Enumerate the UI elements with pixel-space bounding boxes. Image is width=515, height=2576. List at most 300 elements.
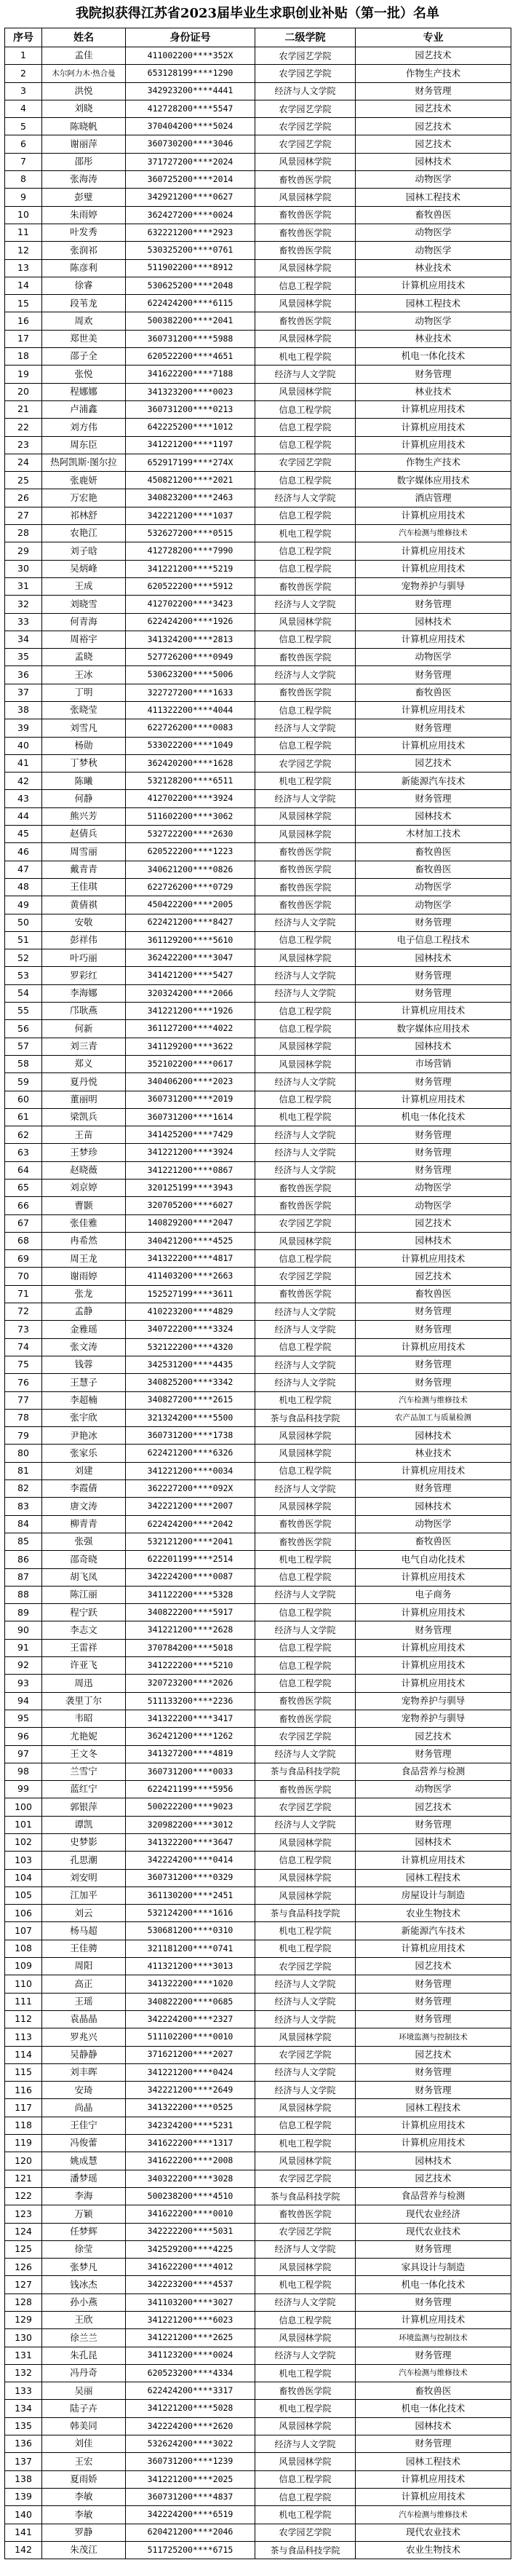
- cell-major: 计算机应用技术: [356, 419, 511, 436]
- cell-major: 畜牧兽医: [356, 206, 511, 224]
- cell-college: 风景园林学院: [255, 1427, 356, 1445]
- cell-id-number: 622201199****2514: [126, 1551, 255, 1568]
- cell-index: 10: [5, 206, 42, 224]
- cell-id-number: 352102200****0617: [126, 1055, 255, 1072]
- cell-id-number: 411002200****352X: [126, 47, 255, 65]
- cell-name: 丁梦秋: [42, 754, 126, 772]
- cell-name: 吴炳峰: [42, 560, 126, 577]
- recipient-table: [4, 28, 511, 2559]
- cell-name: 吴静静: [42, 2046, 126, 2063]
- cell-index: 85: [5, 1533, 42, 1550]
- table-row: [5, 1020, 511, 1038]
- cell-index: 132: [5, 2364, 42, 2382]
- cell-name: 任梦辉: [42, 2223, 126, 2240]
- table-row: [5, 2541, 511, 2559]
- cell-major: 计算机应用技术: [356, 1940, 511, 1957]
- cell-college: 机电工程学院: [255, 2135, 356, 2152]
- cell-index: 54: [5, 984, 42, 1002]
- cell-index: 77: [5, 1391, 42, 1409]
- cell-college: 风景园林学院: [255, 2329, 356, 2347]
- table-row: [5, 259, 511, 277]
- cell-index: 133: [5, 2382, 42, 2400]
- cell-name: 周迅: [42, 1675, 126, 1692]
- table-row: [5, 649, 511, 666]
- cell-index: 30: [5, 560, 42, 577]
- cell-index: 25: [5, 472, 42, 489]
- cell-college: 机电工程学院: [255, 2400, 356, 2417]
- cell-index: 71: [5, 1285, 42, 1303]
- cell-college: 信息工程学院: [255, 1338, 356, 1356]
- cell-major: 计算机应用技术: [356, 1462, 511, 1479]
- cell-college: 茶与食品科技学院: [255, 2541, 356, 2559]
- cell-id-number: 530325200****0761: [126, 242, 255, 259]
- cell-id-number: 412702200****3924: [126, 790, 255, 807]
- table-row: [5, 2506, 511, 2524]
- cell-id-number: 360731200****0033: [126, 1763, 255, 1780]
- cell-index: 55: [5, 1003, 42, 1020]
- cell-index: 130: [5, 2329, 42, 2347]
- table-row: [5, 1515, 511, 1533]
- cell-name: 李超楠: [42, 1391, 126, 1409]
- cell-major: 财务管理: [356, 1975, 511, 1993]
- cell-major: 财务管理: [356, 2347, 511, 2364]
- table-row: [5, 701, 511, 719]
- cell-college: 信息工程学院: [255, 1020, 356, 1038]
- cell-college: 信息工程学院: [255, 1639, 356, 1656]
- cell-college: 畜牧兽医学院: [255, 2205, 356, 2223]
- cell-name: 丁明: [42, 684, 126, 701]
- table-row: [5, 949, 511, 967]
- cell-index: 52: [5, 949, 42, 967]
- cell-name: 李敏: [42, 2506, 126, 2524]
- cell-college: 风景园林学院: [255, 259, 356, 277]
- cell-id-number: 140829200****2047: [126, 1214, 255, 1232]
- cell-id-number: 320324200****2066: [126, 984, 255, 1002]
- cell-major: 财务管理: [356, 2010, 511, 2028]
- cell-major: 财务管理: [356, 2293, 511, 2311]
- cell-college: 经济与人文学院: [255, 489, 356, 507]
- cell-major: 计算机应用技术: [356, 277, 511, 294]
- table-row: [5, 2135, 511, 2152]
- cell-name: 安琦: [42, 2082, 126, 2099]
- table-row: [5, 2524, 511, 2541]
- cell-college: 风景园林学院: [255, 1055, 356, 1072]
- cell-index: 1: [5, 47, 42, 65]
- table-row: [5, 2329, 511, 2347]
- cell-major: 机电一体化技术: [356, 1108, 511, 1126]
- table-row: [5, 1763, 511, 1780]
- table-row: [5, 1551, 511, 1568]
- cell-major: 财务管理: [356, 1161, 511, 1179]
- cell-index: 96: [5, 1728, 42, 1745]
- header-major: 专业: [356, 28, 511, 47]
- cell-college: 风景园林学院: [255, 1445, 356, 1462]
- cell-name: 黄倩祺: [42, 896, 126, 914]
- cell-index: 139: [5, 2488, 42, 2505]
- cell-name: 王瑶: [42, 1993, 126, 2010]
- cell-id-number: 360725200****2014: [126, 171, 255, 189]
- cell-major: 市场营销: [356, 1055, 511, 1072]
- cell-name: 孙小燕: [42, 2293, 126, 2311]
- cell-name: 邵彤: [42, 153, 126, 170]
- cell-major: 动物医学: [356, 312, 511, 330]
- cell-college: 畜牧兽医学院: [255, 577, 356, 595]
- document-title: 我院拟获得江苏省2023届毕业生求职创业补贴（第一批）名单: [75, 6, 440, 21]
- cell-id-number: 622421199****5956: [126, 1781, 255, 1798]
- cell-index: 38: [5, 701, 42, 719]
- cell-index: 12: [5, 242, 42, 259]
- table-row: [5, 47, 511, 65]
- cell-index: 16: [5, 312, 42, 330]
- cell-name: 胡飞凤: [42, 1568, 126, 1586]
- cell-major: 财务管理: [356, 666, 511, 684]
- cell-major: 计算机应用技术: [356, 1568, 511, 1586]
- table-row: [5, 878, 511, 896]
- table-row: [5, 2187, 511, 2205]
- cell-id-number: 622424200****6115: [126, 295, 255, 312]
- table-row: [5, 1568, 511, 1586]
- cell-major: 财务管理: [356, 1621, 511, 1639]
- cell-name: 冯丹奇: [42, 2364, 126, 2382]
- cell-college: 信息工程学院: [255, 419, 356, 436]
- cell-id-number: 342529200****4225: [126, 2240, 255, 2258]
- cell-name: 张家乐: [42, 1445, 126, 1462]
- table-row: [5, 826, 511, 843]
- cell-major: 家具设计与制造: [356, 2259, 511, 2276]
- cell-id-number: 341322200****0525: [126, 2099, 255, 2117]
- cell-college: 信息工程学院: [255, 2488, 356, 2505]
- cell-index: 99: [5, 1781, 42, 1798]
- cell-college: 信息工程学院: [255, 1250, 356, 1268]
- cell-index: 8: [5, 171, 42, 189]
- cell-name: 周东臣: [42, 436, 126, 454]
- cell-college: 农学园艺学院: [255, 2046, 356, 2063]
- cell-id-number: 500382200****2041: [126, 312, 255, 330]
- table-row: [5, 1533, 511, 1550]
- cell-index: 73: [5, 1321, 42, 1338]
- table-row: [5, 312, 511, 330]
- cell-name: 尚晶: [42, 2099, 126, 2117]
- cell-index: 119: [5, 2135, 42, 2152]
- table-row: [5, 1781, 511, 1798]
- cell-name: 史梦影: [42, 1833, 126, 1851]
- cell-major: 园林技术: [356, 1232, 511, 1249]
- cell-index: 57: [5, 1038, 42, 1055]
- cell-college: 信息工程学院: [255, 472, 356, 489]
- cell-index: 56: [5, 1020, 42, 1038]
- cell-name: 金雅瑶: [42, 1321, 126, 1338]
- header-college: 二级学院: [255, 28, 356, 47]
- cell-name: 徐莹: [42, 2240, 126, 2258]
- cell-college: 畜牧兽医学院: [255, 1197, 356, 1214]
- cell-name: 王成: [42, 577, 126, 595]
- cell-college: 信息工程学院: [255, 701, 356, 719]
- cell-name: 郑义: [42, 1055, 126, 1072]
- cell-id-number: 412728200****5547: [126, 100, 255, 117]
- cell-id-number: 653128199****1290: [126, 65, 255, 82]
- cell-college: 信息工程学院: [255, 560, 356, 577]
- cell-college: 风景园林学院: [255, 826, 356, 843]
- cell-college: 信息工程学院: [255, 2117, 356, 2134]
- cell-college: 风景园林学院: [255, 807, 356, 825]
- table-row: [5, 560, 511, 577]
- table-row: [5, 135, 511, 153]
- cell-name: 尤艳妮: [42, 1728, 126, 1745]
- cell-id-number: 362227200****092X: [126, 1480, 255, 1498]
- cell-index: 80: [5, 1445, 42, 1462]
- cell-college: 风景园林学院: [255, 2028, 356, 2046]
- cell-name: 王佳琪: [42, 878, 126, 896]
- table-row: [5, 773, 511, 790]
- cell-name: 安敬: [42, 914, 126, 931]
- cell-index: 31: [5, 577, 42, 595]
- cell-name: 尹艳冰: [42, 1427, 126, 1445]
- header-index: 序号: [5, 28, 42, 47]
- cell-id-number: 527726200****0949: [126, 649, 255, 666]
- table-row: [5, 596, 511, 613]
- table-row: [5, 542, 511, 560]
- cell-major: 计算机应用技术: [356, 2117, 511, 2134]
- table-row: [5, 2364, 511, 2382]
- cell-id-number: 360731200****1239: [126, 2453, 255, 2470]
- table-row: [5, 1922, 511, 1940]
- cell-name: 何青海: [42, 613, 126, 631]
- table-row: [5, 348, 511, 366]
- cell-name: 王佳骋: [42, 1940, 126, 1957]
- cell-college: 农学园艺学院: [255, 1214, 356, 1232]
- cell-index: 76: [5, 1374, 42, 1391]
- cell-id-number: 362421200****1262: [126, 1728, 255, 1745]
- table-row: [5, 2488, 511, 2505]
- cell-id-number: 341322200****3647: [126, 1833, 255, 1851]
- table-row: [5, 82, 511, 100]
- cell-college: 畜牧兽医学院: [255, 843, 356, 861]
- cell-college: 风景园林学院: [255, 1498, 356, 1515]
- cell-major: 计算机应用技术: [356, 1657, 511, 1675]
- cell-name: 周王龙: [42, 1250, 126, 1268]
- cell-index: 90: [5, 1621, 42, 1639]
- cell-id-number: 340322200****3028: [126, 2170, 255, 2187]
- table-row: [5, 684, 511, 701]
- cell-major: 财务管理: [356, 1303, 511, 1321]
- cell-name: 王慧子: [42, 1374, 126, 1391]
- cell-index: 18: [5, 348, 42, 366]
- cell-id-number: 362420200****1628: [126, 754, 255, 772]
- cell-college: 信息工程学院: [255, 400, 356, 418]
- cell-id-number: 341221200****2025: [126, 2470, 255, 2488]
- cell-college: 畜牧兽医学院: [255, 1710, 356, 1727]
- cell-name: 罗兆兴: [42, 2028, 126, 2046]
- cell-name: 邵奇晓: [42, 1551, 126, 1568]
- cell-college: 经济与人文学院: [255, 914, 356, 931]
- table-row: [5, 1621, 511, 1639]
- cell-name: 张鹿妍: [42, 472, 126, 489]
- cell-id-number: 342223200****4537: [126, 2276, 255, 2293]
- cell-index: 141: [5, 2524, 42, 2541]
- table-row: [5, 1391, 511, 1409]
- cell-id-number: 360731200****0213: [126, 400, 255, 418]
- cell-college: 农学园艺学院: [255, 1798, 356, 1816]
- cell-name: 张佳雅: [42, 1214, 126, 1232]
- cell-major: 畜牧兽医: [356, 1533, 511, 1550]
- table-row: [5, 1250, 511, 1268]
- cell-name: 陆子卉: [42, 2400, 126, 2417]
- cell-index: 35: [5, 649, 42, 666]
- cell-id-number: 511602200****3062: [126, 807, 255, 825]
- cell-major: 园林技术: [356, 1427, 511, 1445]
- cell-name: 周雪丽: [42, 843, 126, 861]
- cell-college: 风景园林学院: [255, 2417, 356, 2435]
- cell-index: 122: [5, 2187, 42, 2205]
- cell-index: 68: [5, 1232, 42, 1249]
- cell-index: 42: [5, 773, 42, 790]
- cell-major: 畜牧兽医: [356, 1285, 511, 1303]
- cell-index: 107: [5, 1922, 42, 1940]
- cell-major: 机电一体化技术: [356, 2400, 511, 2417]
- cell-name: 郭银萍: [42, 1798, 126, 1816]
- cell-major: 农业生物技术: [356, 1905, 511, 1922]
- cell-college: 农学园艺学院: [255, 65, 356, 82]
- cell-name: 张晓莹: [42, 701, 126, 719]
- cell-id-number: 342221200****2007: [126, 1498, 255, 1515]
- cell-id-number: 412728200****7990: [126, 542, 255, 560]
- cell-index: 69: [5, 1250, 42, 1268]
- cell-name: 韦昭: [42, 1710, 126, 1727]
- cell-id-number: 533022200****1049: [126, 737, 255, 754]
- cell-name: 李海: [42, 2187, 126, 2205]
- cell-id-number: 341103200****3027: [126, 2293, 255, 2311]
- cell-major: 财务管理: [356, 2240, 511, 2258]
- cell-college: 农学园艺学院: [255, 1268, 356, 1285]
- cell-name: 祁林舒: [42, 507, 126, 524]
- cell-index: 102: [5, 1833, 42, 1851]
- cell-college: 风景园林学院: [255, 2259, 356, 2276]
- cell-index: 13: [5, 259, 42, 277]
- cell-name: 张海涛: [42, 171, 126, 189]
- cell-name: 陈曦: [42, 773, 126, 790]
- table-row: [5, 1445, 511, 1462]
- cell-college: 农学园艺学院: [255, 2524, 356, 2541]
- cell-id-number: 340823200****2463: [126, 489, 255, 507]
- cell-id-number: 341324200****2813: [126, 631, 255, 648]
- cell-id-number: 450821200****2021: [126, 472, 255, 489]
- cell-index: 106: [5, 1905, 42, 1922]
- cell-college: 风景园林学院: [255, 2099, 356, 2117]
- cell-name: 刘方伟: [42, 419, 126, 436]
- table-row: [5, 189, 511, 206]
- cell-index: 58: [5, 1055, 42, 1072]
- cell-major: 财务管理: [356, 82, 511, 100]
- cell-id-number: 361130200****2451: [126, 1886, 255, 1904]
- cell-college: 茶与食品科技学院: [255, 2187, 356, 2205]
- table-row: [5, 2276, 511, 2293]
- table-row: [5, 2435, 511, 2453]
- cell-index: 131: [5, 2347, 42, 2364]
- cell-college: 信息工程学院: [255, 1852, 356, 1869]
- cell-major: 计算机应用技术: [356, 631, 511, 648]
- cell-name: 朱雨婷: [42, 206, 126, 224]
- cell-major: 财务管理: [356, 1480, 511, 1498]
- table-row: [5, 1091, 511, 1108]
- cell-major: 园艺技术: [356, 118, 511, 135]
- cell-id-number: 341122200****5328: [126, 1586, 255, 1603]
- cell-name: 曹颢: [42, 1197, 126, 1214]
- cell-id-number: 341221200****5028: [126, 2400, 255, 2417]
- cell-major: 现代农业技术: [356, 2223, 511, 2240]
- cell-name: 朱茂江: [42, 2541, 126, 2559]
- table-row: [5, 1940, 511, 1957]
- cell-major: 园艺技术: [356, 754, 511, 772]
- cell-major: 林业技术: [356, 259, 511, 277]
- cell-college: 风景园林学院: [255, 613, 356, 631]
- table-row: [5, 2010, 511, 2028]
- table-row: [5, 1161, 511, 1179]
- cell-college: 风景园林学院: [255, 153, 356, 170]
- cell-major: 园林工程技术: [356, 295, 511, 312]
- cell-id-number: 411322200****4044: [126, 701, 255, 719]
- cell-major: 汽车检测与维修技术: [356, 525, 511, 542]
- table-row: [5, 2347, 511, 2364]
- cell-major: 房屋设计与制造: [356, 1886, 511, 1904]
- cell-index: 118: [5, 2117, 42, 2134]
- cell-index: 50: [5, 914, 42, 931]
- cell-name: 郑世美: [42, 330, 126, 347]
- cell-id-number: 341221200****0034: [126, 1462, 255, 1479]
- cell-id-number: 340822200****5917: [126, 1604, 255, 1621]
- cell-college: 畜牧兽医学院: [255, 206, 356, 224]
- cell-major: 畜牧兽医: [356, 684, 511, 701]
- cell-id-number: 530681200****0310: [126, 1922, 255, 1940]
- cell-id-number: 371727200****2024: [126, 153, 255, 170]
- table-row: [5, 1232, 511, 1249]
- cell-major: 林业技术: [356, 330, 511, 347]
- cell-college: 经济与人文学院: [255, 790, 356, 807]
- cell-major: 财务管理: [356, 967, 511, 984]
- cell-name: 周裕宇: [42, 631, 126, 648]
- cell-major: 农业生物技术: [356, 2541, 511, 2559]
- cell-id-number: 532124200****1616: [126, 1905, 255, 1922]
- cell-major: 汽车检测与维修技术: [356, 2506, 511, 2524]
- cell-id-number: 342221200****2649: [126, 2082, 255, 2099]
- cell-id-number: 340421200****4525: [126, 1232, 255, 1249]
- table-row: [5, 1427, 511, 1445]
- cell-major: 畜牧兽医: [356, 861, 511, 878]
- cell-name: 李敏: [42, 2488, 126, 2505]
- cell-index: 40: [5, 737, 42, 754]
- cell-name: 李海娜: [42, 984, 126, 1002]
- cell-id-number: 341622200****0010: [126, 2205, 255, 2223]
- cell-id-number: 361129200****5610: [126, 931, 255, 949]
- cell-college: 经济与人文学院: [255, 1975, 356, 1993]
- cell-id-number: 620523200****4334: [126, 2364, 255, 2382]
- table-row: [5, 666, 511, 684]
- cell-major: 财务管理: [356, 366, 511, 383]
- cell-major: 动物医学: [356, 242, 511, 259]
- cell-id-number: 340822200****0685: [126, 1993, 255, 2010]
- table-row: [5, 277, 511, 294]
- cell-id-number: 511102200****0010: [126, 2028, 255, 2046]
- cell-id-number: 341221200****1926: [126, 1003, 255, 1020]
- cell-name: 段苇龙: [42, 295, 126, 312]
- cell-major: 计算机应用技术: [356, 1003, 511, 1020]
- cell-name: 农艳江: [42, 525, 126, 542]
- cell-major: 园艺技术: [356, 135, 511, 153]
- cell-major: 计算机应用技术: [356, 1338, 511, 1356]
- table-row: [5, 1338, 511, 1356]
- cell-major: 园艺技术: [356, 1214, 511, 1232]
- cell-index: 27: [5, 507, 42, 524]
- cell-major: 财务管理: [356, 2063, 511, 2081]
